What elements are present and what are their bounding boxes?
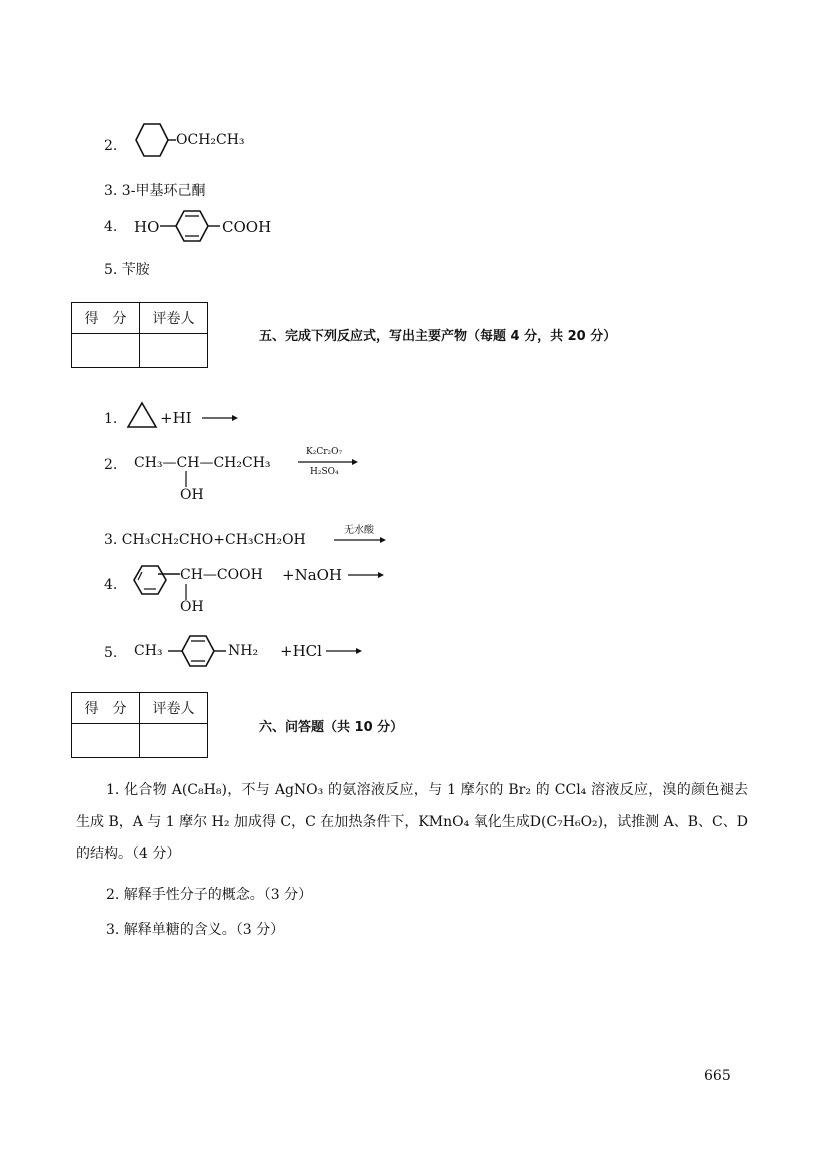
- reaction-1-number: 1.: [104, 411, 118, 427]
- page-number: 665: [704, 1068, 731, 1084]
- score-header: 得 分: [72, 693, 140, 724]
- cyclohexane-ring: [130, 120, 175, 170]
- item-4-right-group: COOH: [222, 218, 272, 236]
- section6-title: 六、问答题（共 10 分）: [259, 720, 404, 735]
- score-table-section5: [71, 302, 208, 368]
- reaction-1-reagent: +HI: [160, 409, 192, 427]
- reaction-2-chain: CH₃—CH—CH₂CH₃: [134, 455, 271, 471]
- reaction-4-chain: CH—COOH: [180, 567, 263, 583]
- score-header: 得 分: [72, 303, 140, 334]
- item-4-left-group: HO: [134, 218, 160, 236]
- grader-header: 评卷人: [140, 693, 208, 724]
- question-2: 2. 解释手性分子的概念。（3 分）: [106, 887, 313, 903]
- reaction-4-reagent: +NaOH: [282, 566, 343, 584]
- grader-cell[interactable]: [140, 334, 208, 368]
- grader-header: 评卷人: [140, 303, 208, 334]
- reaction-2-oh: OH: [180, 487, 204, 503]
- benzene-ring: [160, 208, 230, 248]
- reaction-5-number: 5.: [104, 645, 118, 661]
- section5-title: 五、完成下列反应式，写出主要产物（每题 4 分，共 20 分）: [259, 329, 617, 344]
- reaction-5-arrow: [324, 644, 364, 658]
- reaction-5-left-group: CH₃: [134, 643, 163, 659]
- score-cell[interactable]: [72, 334, 140, 368]
- reaction-2-above: K₂Cr₂O₇: [306, 447, 343, 457]
- item-5: 5. 苄胺: [104, 262, 150, 278]
- question-1: 1. 化合物 A(C₈H₈)，不与 AgNO₃ 的氨溶液反应，与 1 摩尔的 Br₂ 的 CCl₄ 溶液反应，溴的颜色褪去生成 B，A 与 1 摩尔 H₂ 加成得 C，C 在加热条件下，KMnO₄ 氧化生成D(C₇H₆O₂)，试推测 A、B、C、D 的结构。（4 分）: [76, 782, 748, 862]
- reaction-2-below: H₂SO₄: [310, 467, 339, 477]
- item-3: 3. 3-甲基环己酮: [104, 183, 206, 199]
- reaction-3-arrow: [332, 534, 388, 546]
- reaction-1-arrow: [200, 410, 240, 426]
- item-2-number: 2.: [104, 138, 118, 154]
- reaction-3-equation: 3. CH₃CH₂CHO+CH₃CH₂OH: [104, 532, 306, 548]
- cyclopropane-ring: [124, 400, 160, 432]
- benzene-ring: [130, 558, 186, 602]
- reaction-4-arrow: [346, 568, 386, 582]
- reaction-4-oh: OH: [180, 599, 204, 615]
- question-3: 3. 解释单糖的含义。（3 分）: [106, 922, 285, 938]
- reaction-5-right-group: NH₂: [228, 643, 259, 659]
- reaction-5-reagent: +HCl: [280, 642, 322, 660]
- item-2-substituent: OCH₂CH₃: [176, 132, 245, 148]
- score-cell[interactable]: [72, 724, 140, 758]
- reaction-4-number: 4.: [104, 577, 118, 593]
- reaction-2-number: 2.: [104, 457, 118, 473]
- reaction-3-above: 无水酸: [344, 525, 374, 536]
- item-4-number: 4.: [104, 219, 118, 235]
- grader-cell[interactable]: [140, 724, 208, 758]
- score-table-section6: [71, 692, 208, 758]
